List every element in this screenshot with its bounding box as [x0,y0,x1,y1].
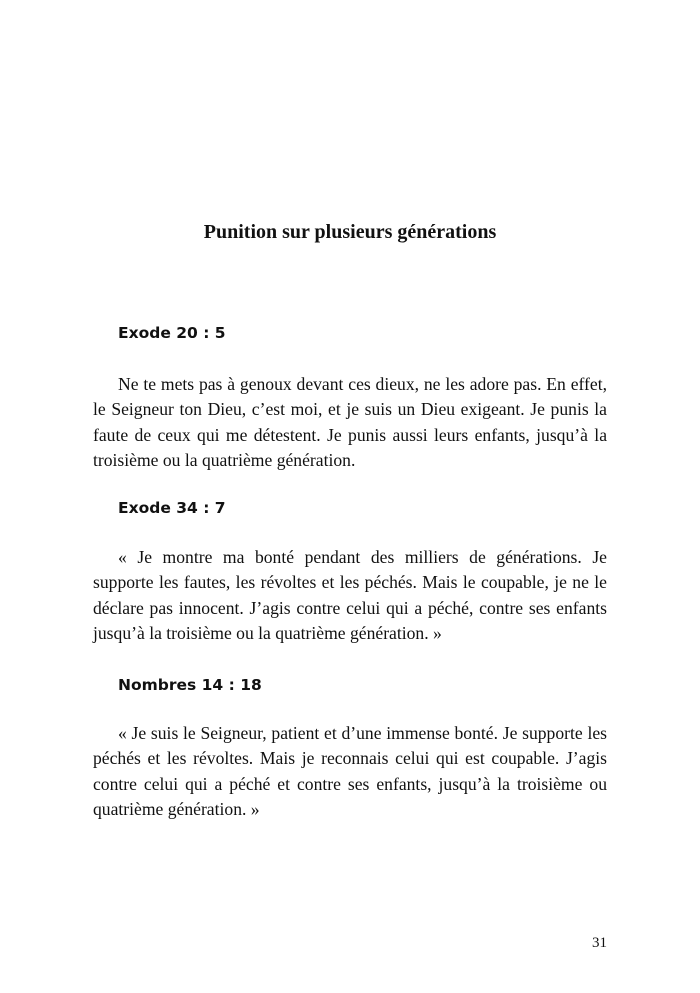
verse-reference-exode-34-7: Exode 34 : 7 [118,499,226,517]
verse-reference-exode-20-5: Exode 20 : 5 [118,324,226,342]
verse-text-exode-34-7: « Je montre ma bonté pendant des milliers de générations. Je supporte les fautes, les révoltes et les péchés. Mais le coupable, je ne le déclare pas innocent. J’agis contre celui qui a péché, contre ses enfants jusqu’à la troisième ou la quatrième génération. » [93,547,607,643]
verse-text-nombres-14-18: « Je suis le Seigneur, patient et d’une immense bonté. Je supporte les péchés et les révoltes. Mais je reconnais celui qui est coupable. J’agis contre celui qui a péché et contre ses enfants, jusqu’à la troisième ou quatrième génération. » [93,723,607,819]
verse-text-exode-20-5: Ne te mets pas à genoux devant ces dieux, ne les adore pas. En effet, le Seigneur ton Dieu, c’est moi, et je suis un Dieu exigeant. Je punis la faute de ceux qui me détestent. Je punis aussi leurs enfants, jusqu’à la troisième ou la quatrième génération. [93,374,607,470]
page-number: 31 [592,935,607,951]
verse-reference-nombres-14-18: Nombres 14 : 18 [118,676,262,694]
page-title: Punition sur plusieurs générations [203,221,497,243]
